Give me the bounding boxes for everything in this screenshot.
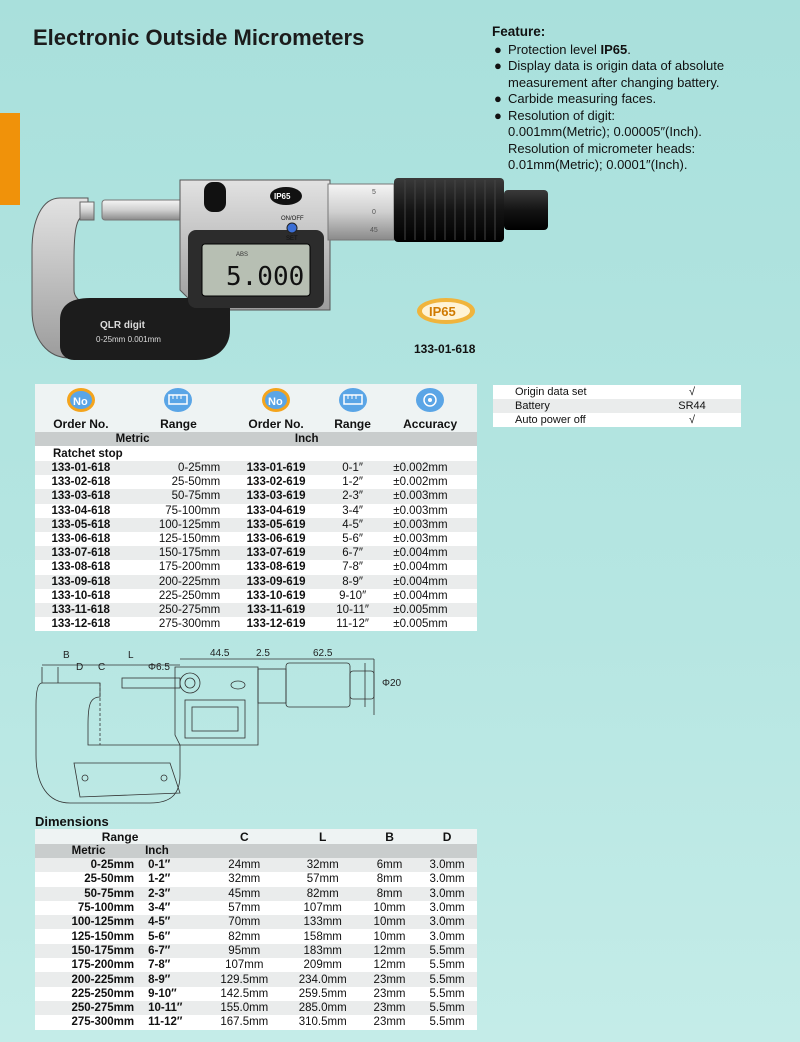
table-row <box>35 560 477 574</box>
spec-label: Auto power off <box>493 413 643 427</box>
table-row <box>35 504 477 518</box>
dim-l: 158mm <box>284 929 362 943</box>
order-no-inch: 133-09-619 <box>230 575 322 589</box>
range-metric: 50-75mm <box>127 489 230 503</box>
column-header: Accuracy <box>383 416 477 432</box>
order-table-section-row <box>35 446 477 461</box>
display-reading: 5.000 <box>226 262 305 292</box>
table-row <box>35 987 477 1001</box>
range-inch: 9-10″ <box>142 987 205 1001</box>
order-no-metric: 133-09-618 <box>35 575 127 589</box>
table-row <box>35 575 477 589</box>
table-row <box>35 929 477 943</box>
dim-l: 310.5mm <box>284 1015 362 1029</box>
dim-d: 3.0mm <box>417 887 477 901</box>
table-row <box>35 617 477 631</box>
dim-c: 24mm <box>205 858 283 872</box>
range-inch: 11-12″ <box>322 617 383 631</box>
button-label: ON/OFF <box>281 216 304 222</box>
drawing-label-d: D <box>76 662 84 673</box>
table-row <box>35 972 477 986</box>
range-metric: 75-100mm <box>35 901 142 915</box>
range-metric: 175-200mm <box>127 560 230 574</box>
accuracy: ±0.004mm <box>383 560 477 574</box>
no-icon <box>35 384 127 416</box>
table-row <box>35 518 477 532</box>
order-no-metric: 133-02-618 <box>35 475 127 489</box>
dim-l: 234.0mm <box>284 972 362 986</box>
dim-l: 209mm <box>284 958 362 972</box>
range-metric: 0-25mm <box>35 858 142 872</box>
range-inch: 6-7″ <box>142 944 205 958</box>
drawing-label-b: B <box>63 650 70 661</box>
order-no-metric: 133-04-618 <box>35 504 127 518</box>
dim-l: 183mm <box>284 944 362 958</box>
feature-item-continued: 0.01mm(Metric); 0.0001″(Inch). <box>508 157 688 172</box>
range-inch: 4-5″ <box>142 915 205 929</box>
range-metric: 25-50mm <box>35 872 142 886</box>
dim-b: 6mm <box>362 858 417 872</box>
dim-d: 3.0mm <box>417 901 477 915</box>
table-row <box>35 603 477 617</box>
orange-side-tab <box>0 113 20 205</box>
range-metric: 200-225mm <box>127 575 230 589</box>
dim-d: 5.5mm <box>417 972 477 986</box>
product-code: 133-01-618 <box>414 342 476 356</box>
range-metric: 25-50mm <box>127 475 230 489</box>
svg-text:No: No <box>72 396 88 408</box>
range-metric: 225-250mm <box>127 589 230 603</box>
dim-d: 3.0mm <box>417 872 477 886</box>
spec-row <box>493 399 741 413</box>
range-inch: 3-4″ <box>142 901 205 915</box>
spec-label: Origin data set <box>493 385 643 399</box>
range-inch: 7-8″ <box>142 958 205 972</box>
body-brand-text: QLR digit <box>100 320 145 331</box>
range-metric: 225-250mm <box>35 987 142 1001</box>
order-no-metric: 133-12-618 <box>35 617 127 631</box>
dim-l: 107mm <box>284 901 362 915</box>
dim-b: 12mm <box>362 944 417 958</box>
range-metric: 275-300mm <box>127 617 230 631</box>
dim-c: 142.5mm <box>205 987 283 1001</box>
order-no-metric: 133-05-618 <box>35 518 127 532</box>
range-metric: 100-125mm <box>35 915 142 929</box>
body-spec-text: 0-25mm 0.001mm <box>96 335 161 344</box>
column-header: Range <box>322 416 383 432</box>
accuracy: ±0.003mm <box>383 532 477 546</box>
range-metric: 250-275mm <box>35 1001 142 1015</box>
range-metric: 250-275mm <box>127 603 230 617</box>
column-header: Order No. <box>230 416 322 432</box>
spec-label: Battery <box>493 399 643 413</box>
order-no-inch: 133-12-619 <box>230 617 322 631</box>
table-row <box>35 901 477 915</box>
range-inch: 10-11″ <box>322 603 383 617</box>
range-inch: 8-9″ <box>142 972 205 986</box>
range-metric: 150-175mm <box>127 546 230 560</box>
dim-d: 3.0mm <box>417 929 477 943</box>
body-ip-text: IP65 <box>274 192 291 201</box>
order-no-inch: 133-04-619 <box>230 504 322 518</box>
dim-b: 8mm <box>362 887 417 901</box>
dim-l: 285.0mm <box>284 1001 362 1015</box>
feature-list <box>492 24 792 174</box>
range-inch: 8-9″ <box>322 575 383 589</box>
ip65-badge-text: IP65 <box>429 304 456 319</box>
order-no-metric: 133-01-618 <box>35 461 127 475</box>
accuracy-icon <box>383 384 477 416</box>
on-off-button-icon <box>287 223 297 233</box>
range-inch: 4-5″ <box>322 518 383 532</box>
range-icon <box>127 384 230 416</box>
table-row <box>35 872 477 886</box>
range-inch: 0-1″ <box>322 461 383 475</box>
dim-l: 82mm <box>284 887 362 901</box>
table-row <box>35 858 477 872</box>
accuracy: ±0.004mm <box>383 546 477 560</box>
dim-l: 259.5mm <box>284 987 362 1001</box>
table-row <box>35 915 477 929</box>
feature-item-continued: measurement after changing battery. <box>508 74 720 90</box>
table-row <box>35 489 477 503</box>
column-header: C <box>205 829 283 844</box>
sub-header-inch: Inch <box>142 844 205 858</box>
dimensions-title: Dimensions <box>35 814 109 829</box>
range-metric: 100-125mm <box>127 518 230 532</box>
accuracy: ±0.003mm <box>383 504 477 518</box>
accuracy: ±0.005mm <box>383 603 477 617</box>
column-header: Range <box>127 416 230 432</box>
range-inch: 9-10″ <box>322 589 383 603</box>
dimensions-table <box>35 829 477 1030</box>
thimble-mark: 0 <box>372 209 376 216</box>
order-no-inch: 133-07-619 <box>230 546 322 560</box>
dimensions-header-row <box>35 829 477 844</box>
drawing-label-l: L <box>128 650 134 661</box>
dim-c: 82mm <box>205 929 283 943</box>
dim-d: 5.5mm <box>417 987 477 1001</box>
drawing-label-c: C <box>98 662 106 673</box>
column-header: B <box>362 829 417 844</box>
button-sub-label: SET <box>286 236 298 242</box>
dim-b: 23mm <box>362 1015 417 1029</box>
svg-text:No: No <box>268 396 283 408</box>
drawing-label-25: 2.5 <box>256 648 270 659</box>
dim-l: 133mm <box>284 915 362 929</box>
order-no-metric: 133-11-618 <box>35 603 127 617</box>
accuracy: ±0.004mm <box>383 575 477 589</box>
range-metric: 125-150mm <box>127 532 230 546</box>
range-inch: 7-8″ <box>322 560 383 574</box>
accuracy: ±0.002mm <box>383 475 477 489</box>
table-row <box>35 532 477 546</box>
order-no-metric: 133-08-618 <box>35 560 127 574</box>
drawing-label-445: 44.5 <box>210 648 230 659</box>
column-header: D <box>417 829 477 844</box>
no-icon <box>230 384 322 416</box>
dim-b: 12mm <box>362 958 417 972</box>
dim-l: 57mm <box>284 872 362 886</box>
feature-item-continued: Resolution of micrometer heads: <box>508 140 696 156</box>
range-inch: 2-3″ <box>142 887 205 901</box>
section-label: Ratchet stop <box>35 446 477 461</box>
dim-d: 5.5mm <box>417 944 477 958</box>
range-inch: 6-7″ <box>322 546 383 560</box>
range-icon <box>322 384 383 416</box>
dim-c: 70mm <box>205 915 283 929</box>
dim-c: 155.0mm <box>205 1001 283 1015</box>
table-row <box>35 1001 477 1015</box>
column-header: L <box>284 829 362 844</box>
order-table-header-row <box>35 416 477 432</box>
spec-row <box>493 413 741 427</box>
feature-item: ● Carbide measuring faces. <box>494 91 657 106</box>
range-metric: 75-100mm <box>127 504 230 518</box>
range-metric: 50-75mm <box>35 887 142 901</box>
order-table <box>35 384 477 631</box>
page-title: Electronic Outside Micrometers <box>33 25 365 50</box>
range-inch: 10-11″ <box>142 1001 205 1015</box>
table-row <box>35 1015 477 1029</box>
range-inch: 11-12″ <box>142 1015 205 1029</box>
ip65-badge <box>415 296 477 326</box>
spec-row <box>493 385 741 399</box>
accuracy: ±0.004mm <box>383 589 477 603</box>
unit-metric: Metric <box>35 432 230 446</box>
technical-drawing <box>30 645 430 810</box>
column-header: Range <box>35 829 205 844</box>
order-no-inch: 133-03-619 <box>230 489 322 503</box>
dim-c: 95mm <box>205 944 283 958</box>
order-table-icon-row <box>35 384 477 416</box>
dim-d: 3.0mm <box>417 858 477 872</box>
range-inch: 5-6″ <box>322 532 383 546</box>
dim-d: 5.5mm <box>417 1015 477 1029</box>
order-no-inch: 133-01-619 <box>230 461 322 475</box>
order-no-metric: 133-07-618 <box>35 546 127 560</box>
range-metric: 150-175mm <box>35 944 142 958</box>
dim-b: 23mm <box>362 972 417 986</box>
table-row <box>35 944 477 958</box>
dim-c: 57mm <box>205 901 283 915</box>
dim-c: 167.5mm <box>205 1015 283 1029</box>
order-no-metric: 133-03-618 <box>35 489 127 503</box>
feature-item: ● Protection level IP65. <box>494 41 631 57</box>
order-no-metric: 133-06-618 <box>35 532 127 546</box>
dim-b: 23mm <box>362 1001 417 1015</box>
feature-item: ● Resolution of digit: <box>494 107 615 123</box>
accuracy: ±0.002mm <box>383 461 477 475</box>
order-no-inch: 133-10-619 <box>230 589 322 603</box>
dim-b: 10mm <box>362 901 417 915</box>
table-row <box>35 475 477 489</box>
dimensions-sub-header-row <box>35 844 477 858</box>
order-no-inch: 133-05-619 <box>230 518 322 532</box>
display-tag: ABS <box>236 252 249 258</box>
dim-d: 5.5mm <box>417 1001 477 1015</box>
order-no-inch: 133-06-619 <box>230 532 322 546</box>
dim-b: 10mm <box>362 915 417 929</box>
spec-value: √ <box>643 413 741 427</box>
table-row <box>35 589 477 603</box>
range-inch: 5-6″ <box>142 929 205 943</box>
range-metric: 125-150mm <box>35 929 142 943</box>
dim-c: 107mm <box>205 958 283 972</box>
range-metric: 275-300mm <box>35 1015 142 1029</box>
dim-d: 3.0mm <box>417 915 477 929</box>
unit-inch: Inch <box>230 432 383 446</box>
feature-item: ● Display data is origin data of absolute <box>494 58 725 73</box>
drawing-label-phi65: Φ6.5 <box>148 662 170 673</box>
feature-item-continued: 0.001mm(Metric); 0.00005″(Inch). <box>508 124 702 139</box>
column-header: Order No. <box>35 416 127 432</box>
order-no-inch: 133-02-619 <box>230 475 322 489</box>
dim-c: 129.5mm <box>205 972 283 986</box>
dim-d: 5.5mm <box>417 958 477 972</box>
range-metric: 175-200mm <box>35 958 142 972</box>
spec-value: SR44 <box>643 399 741 413</box>
drawing-label-625: 62.5 <box>313 648 333 659</box>
order-no-metric: 133-10-618 <box>35 589 127 603</box>
sub-header-metric: Metric <box>35 844 142 858</box>
accuracy: ±0.003mm <box>383 518 477 532</box>
thimble-mark: 5 <box>372 189 376 196</box>
order-no-inch: 133-08-619 <box>230 560 322 574</box>
range-metric: 0-25mm <box>127 461 230 475</box>
dim-b: 10mm <box>362 929 417 943</box>
dim-l: 32mm <box>284 858 362 872</box>
drawing-label-phi20: Φ20 <box>382 678 402 689</box>
spec-table <box>493 385 741 427</box>
order-no-inch: 133-11-619 <box>230 603 322 617</box>
thimble-mark: 45 <box>370 227 378 234</box>
table-row <box>35 887 477 901</box>
order-table-unit-row <box>35 432 477 446</box>
range-inch: 0-1″ <box>142 858 205 872</box>
table-row <box>35 461 477 475</box>
range-inch: 1-2″ <box>322 475 383 489</box>
spec-value: √ <box>643 385 741 399</box>
dim-c: 32mm <box>205 872 283 886</box>
feature-heading: Feature: <box>492 24 546 39</box>
accuracy: ±0.003mm <box>383 489 477 503</box>
range-inch: 1-2″ <box>142 872 205 886</box>
table-row <box>35 546 477 560</box>
table-row <box>35 958 477 972</box>
dim-c: 45mm <box>205 887 283 901</box>
accuracy: ±0.005mm <box>383 617 477 631</box>
dim-b: 23mm <box>362 987 417 1001</box>
dim-b: 8mm <box>362 872 417 886</box>
range-metric: 200-225mm <box>35 972 142 986</box>
micrometer-illustration <box>30 170 560 365</box>
range-inch: 2-3″ <box>322 489 383 503</box>
range-inch: 3-4″ <box>322 504 383 518</box>
